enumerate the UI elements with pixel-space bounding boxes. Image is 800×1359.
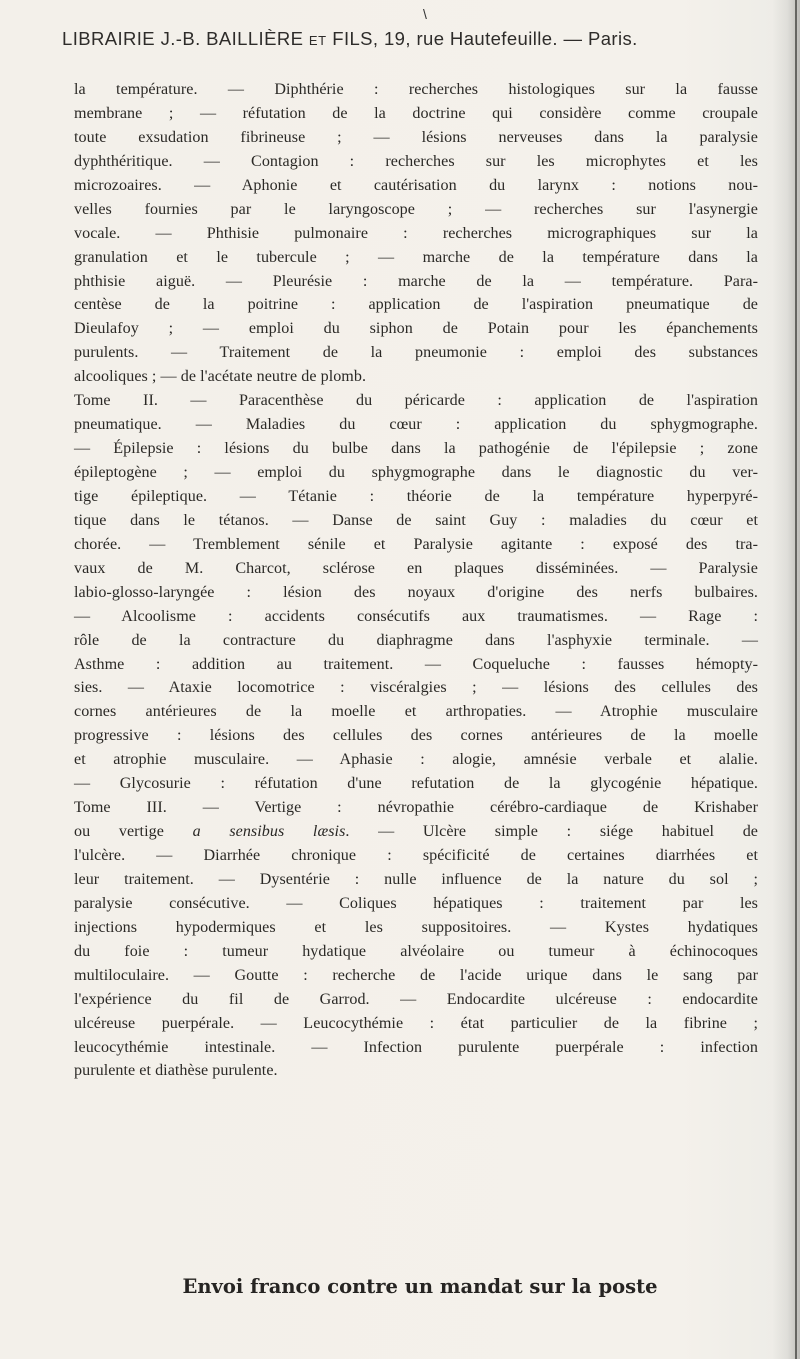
latin-phrase: a sensibus læsis — [192, 823, 346, 841]
text-line: multiloculaire. — Goutte : recherche de l'acide urique dans le sang par — [74, 966, 758, 984]
catalog-description — [74, 78, 758, 1083]
text-line: tique dans le tétanos. — Danse de saint Guy : maladies du cœur et — [74, 511, 758, 529]
text-line: vaux de M. Charcot, sclérose en plaques disséminées. — Paralysie — [74, 559, 758, 577]
text-line: — Épilepsie : lésions du bulbe dans la pathogénie de l'épilepsie ; zone — [74, 440, 758, 458]
text-line: leucocythémie intestinale. — Infection purulente puerpérale : infection — [74, 1038, 758, 1056]
text-line: purulents. — Traitement de la pneumonie : emploi des substances — [74, 344, 758, 362]
text-line: progressive : lésions des cellules des cornes antérieures de la moelle — [74, 727, 758, 745]
text-line: la température. — Diphthérie : recherches histologiques sur la fausse — [74, 81, 758, 98]
text-line: membrane ; — réfutation de la doctrine qui considère comme croupale — [74, 104, 758, 122]
publisher-header — [62, 28, 762, 50]
text-line: labio-glosso-laryngée : lésion des noyaux d'origine des nerfs bulbaires. — [74, 583, 758, 601]
text-line: Tome II. — Paracenthèse du péricarde : application de l'aspiration — [74, 392, 758, 410]
text-line: tige épileptique. — Tétanie : théorie de la température hyperpyré- — [74, 487, 758, 505]
text-line: injections hypodermiques et les suppositoires. — Kystes hydatiques — [74, 918, 758, 936]
text-line: l'ulcère. — Diarrhée chronique : spécificité de certaines diarrhées et — [74, 847, 758, 864]
text-line: microzoaires. — Aphonie et cautérisation du larynx : notions nou- — [74, 176, 758, 194]
text-line: cornes antérieures de la moelle et arthropaties. — Atrophie musculaire — [74, 703, 758, 721]
text-line: vocale. — Phthisie pulmonaire : recherches micrographiques sur la — [74, 224, 758, 242]
text-line: Tome III. — Vertige : névropathie cérébro-cardiaque de Krishaber — [74, 799, 758, 817]
publisher-name: LIBRAIRIE J.-B. BAILLIÈRE — [62, 28, 304, 49]
publisher-connector: ET — [308, 33, 327, 48]
text-line: dyphthéritique. — Contagion : recherches sur les microphytes et les — [74, 152, 758, 170]
text-line: sies. — Ataxie locomotrice : viscéralgies ; — lésions des cellules des — [74, 679, 758, 697]
text-line: alcooliques ; — de l'acétate neutre de plomb. — [74, 368, 367, 386]
page-mark: \ — [423, 6, 427, 22]
text-line: épileptogène ; — emploi du sphygmographe dans le diagnostic du ver- — [74, 464, 758, 481]
page-edge-stripe — [795, 0, 797, 1359]
text-line: velles fournies par le laryngoscope ; — recherches sur l'asynergie — [74, 200, 758, 218]
text-line: du foie : tumeur hydatique alvéolaire ou tumeur à échinocoques — [74, 942, 758, 960]
publisher-address: FILS, 19, rue Hautefeuille. — Paris. — [332, 28, 638, 49]
text-line: granulation et le tubercule ; — marche de la température dans la — [74, 248, 758, 266]
text-line: purulente et diathèse purulente. — [74, 1062, 278, 1080]
text-line: leur traitement. — Dysentérie : nulle influence de la nature du sol ; — [74, 870, 758, 888]
text-line: chorée. — Tremblement sénile et Paralysie agitante : exposé des tra- — [74, 535, 758, 553]
text-line: ulcéreuse puerpérale. — Leucocythémie : état particulier de la fibrine ; — [74, 1014, 758, 1032]
text-line: Dieulafoy ; — emploi du siphon de Potain pour les épanchements — [74, 320, 758, 338]
text-line: Asthme : addition au traitement. — Coqueluche : fausses hémopty- — [74, 655, 758, 673]
footer-notice: Envoi franco contre un mandat sur la poste — [182, 1275, 658, 1298]
text-line: toute exsudation fibrineuse ; — lésions nerveuses dans la paralysie — [74, 128, 758, 146]
text-line: ou vertige a sensibus læsis. — Ulcère simple : siége habituel de — [74, 823, 759, 841]
text-line: — Glycosurie : réfutation d'une refutation de la glycogénie hépatique. — [74, 775, 758, 793]
text-line: — Alcoolisme : accidents consécutifs aux traumatismes. — Rage : — [74, 607, 758, 625]
text-line: l'expérience du fil de Garrod. — Endocardite ulcéreuse : endocardite — [74, 990, 758, 1008]
text-line: centèse de la poitrine : application de l'aspiration pneumatique de — [74, 296, 758, 314]
text-line: rôle de la contracture du diaphragme dans l'asphyxie terminale. — — [74, 631, 758, 649]
text-line: paralysie consécutive. — Coliques hépatiques : traitement par les — [74, 894, 758, 912]
text-line: et atrophie musculaire. — Aphasie : alogie, amnésie verbale et alalie. — [74, 751, 758, 769]
text-line: pneumatique. — Maladies du cœur : application du sphygmographe. — [74, 416, 758, 434]
text-line: phthisie aiguë. — Pleurésie : marche de la — température. Para- — [74, 272, 758, 290]
